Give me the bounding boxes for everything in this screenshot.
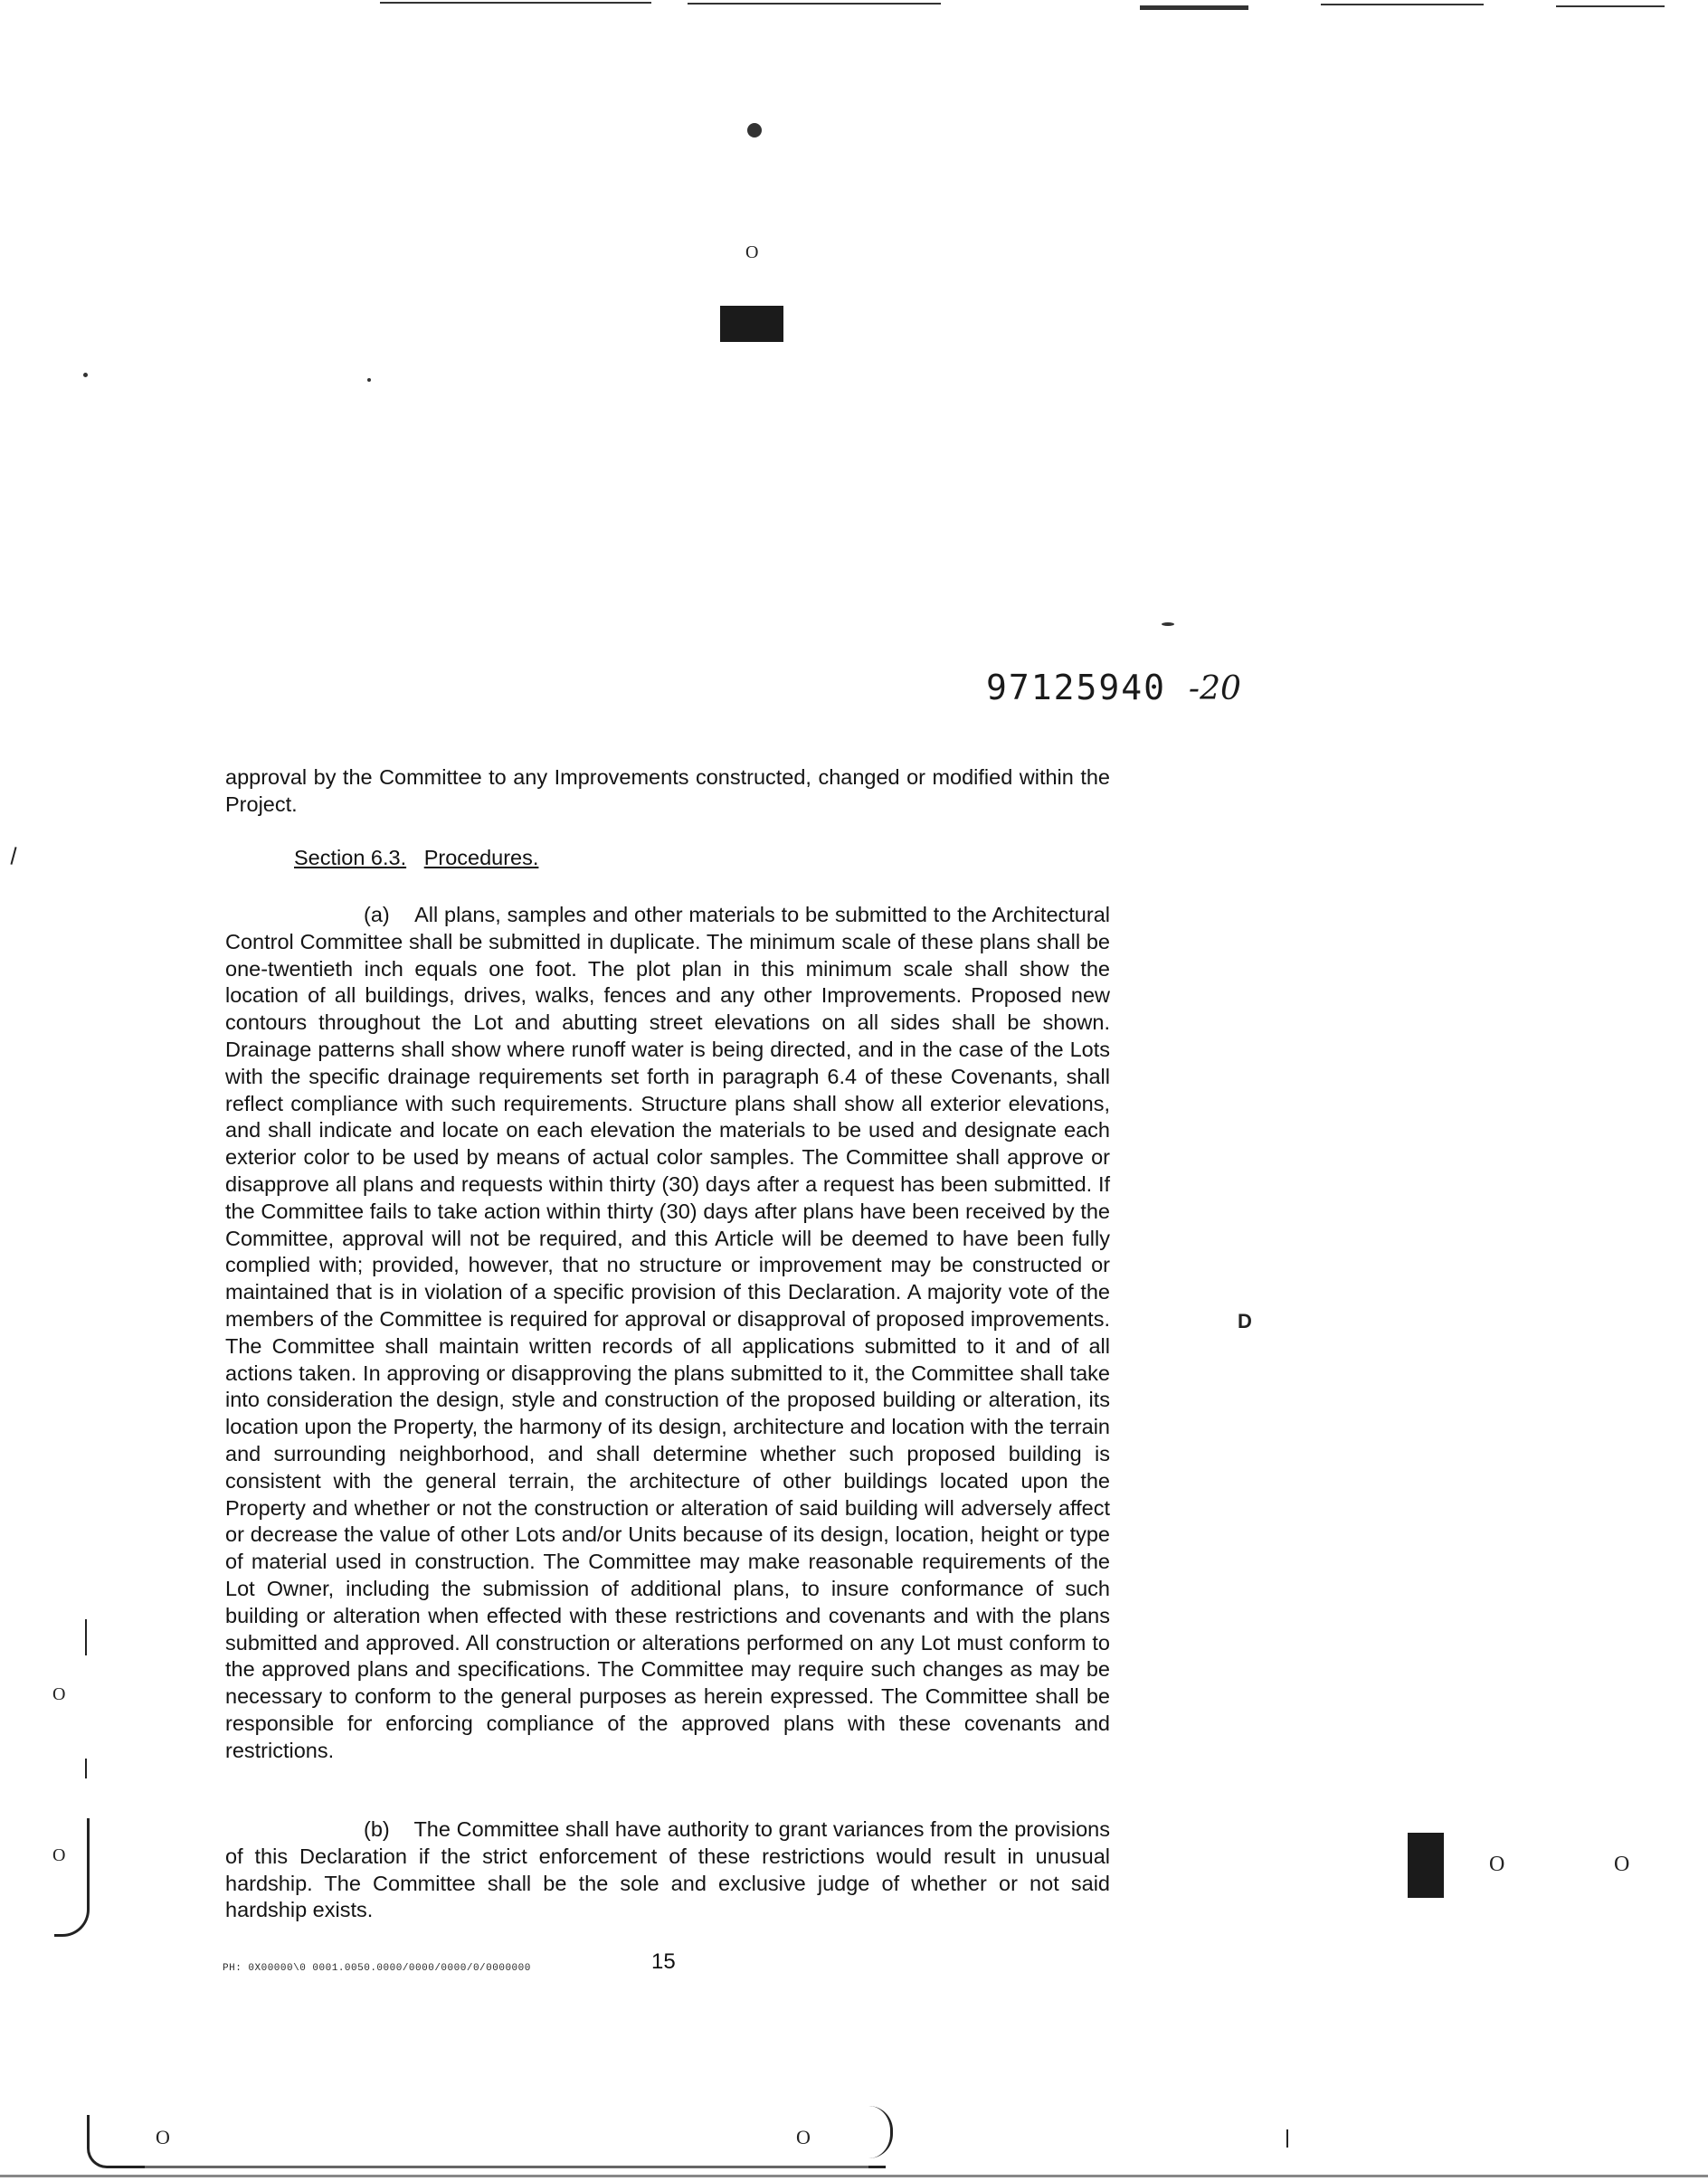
- page-number: 15: [651, 1949, 676, 1974]
- paragraph-b: (b) The Committee shall have authority to grant variances from the provisions of this Declaration if the strict enforcement of these restrictions would result in unusual hardship. The Committee shall be the sole and exclusive judge of whether or not said hardship exists.: [225, 1817, 1110, 1922]
- punch-hole-mark: O: [1614, 1853, 1630, 1876]
- scan-speck: [367, 378, 371, 382]
- margin-mark: [85, 1619, 87, 1655]
- punch-hole-mark: O: [52, 1845, 66, 1865]
- binder-tab-outline: [87, 2115, 886, 2168]
- punch-hole-mark: O: [156, 2126, 170, 2148]
- punch-hole-mark: O: [52, 1684, 66, 1704]
- section-label: Section 6.3.: [294, 846, 407, 869]
- scan-artifact-top: [1556, 5, 1665, 7]
- scan-artifact-top: [688, 3, 941, 5]
- punch-hole-mark: O: [745, 242, 759, 262]
- punch-hole-mark: O: [1489, 1853, 1505, 1876]
- binder-bracket: [54, 1818, 90, 1937]
- scan-artifact-top: [1140, 5, 1248, 10]
- paragraph-a: (a) All plans, samples and other materials to be submitted to the Architectural Control Committee shall be submitted in duplicate. The minimum scale of these plans shall be one-twentieth inch equals one foot. The plot plan in this minimum scale shall show the location of all buildings, drives, walks, fences and any other Improvements. Proposed new contours throughout the Lot and abutting street elevations on all sides shall be shown. Drainage patterns shall show where runoff water is being directed, and in the case of the Lots with the specific drainage requirements set forth in paragraph 6.4 of these Covenants, shall reflect compliance with such requirements. Structure plans shall show all exterior elevations, and shall indicate and locate on each elevation the materials to be used and designate each exterior color to be used by means of actual color samples. The Committee shall approve or disapprove all plans and requests within thirty (30) days after a request has been submitted. If the Committee fails to take action within thirty (30) days after plans have been received by the Committee, approval will not be required, and this Article will be deemed to have been fully complied with; provided, however, that no structure or improvement may be constructed or maintained that is in violation of a specific provision of this Declaration. A majority vote of the members of the Committee is required for approval or disapproval of proposed improvements. The Committee shall maintain written records of all applications submitted to it and of all actions taken. In approving or disapproving the plans submitted to it, the Committee shall take into consideration the design, style and construction of the proposed building or alteration, its location upon the Property, the harmony of its design, architecture and location with the terrain and surrounding neighborhood, and shall determine whether such proposed building is consistent with the general terrain, the architecture of other buildings located upon the Property and whether or not the construction or alteration of said building will adversely affect or decrease the value of other Lots and/or Units because of its design, location, height or type of material used in construction. The Committee may make reasonable requirements of the Lot Owner, including the submission of additional plans, to insure conformance of such building or alteration when effected with these restrictions and covenants and with the plans submitted and approved. All construction or alterations performed on any Lot must conform to the approved plans and specifications. The Committee may require such changes as may be necessary to conform to the general purposes as herein expressed. The Committee shall be responsible for enforcing compliance of the approved plans with these covenants and restrictions.: [225, 903, 1110, 1762]
- margin-mark: [1286, 2129, 1288, 2148]
- scan-speck: [83, 373, 88, 377]
- margin-mark: [10, 847, 16, 865]
- scan-artifact-bottom: [145, 2166, 868, 2168]
- scanner-blot: [1408, 1833, 1444, 1898]
- recording-number-stamp: [986, 668, 1241, 707]
- section-heading: [294, 846, 538, 870]
- binder-tab-outline: [868, 2106, 893, 2158]
- scan-artifact-bottom: [0, 2175, 1708, 2177]
- margin-mark: D: [1238, 1310, 1252, 1332]
- scan-artifact-top: [380, 2, 651, 4]
- margin-mark: [85, 1759, 87, 1778]
- scanner-blot: [720, 306, 783, 342]
- punch-hole-mark: O: [796, 2126, 811, 2148]
- punch-hole-mark: [747, 123, 762, 137]
- recording-number: 97125940: [986, 668, 1167, 707]
- section-title: Procedures.: [423, 846, 539, 869]
- footer-document-code: PH: 0X00000\0 0001.0050.0000/0000/0000/0/0000000: [223, 1963, 531, 1974]
- recording-number-suffix: -20: [1188, 670, 1241, 707]
- scan-artifact-top: [1321, 4, 1484, 5]
- intro-paragraph: approval by the Committee to any Improvements constructed, changed or modified within the Project.: [225, 765, 1110, 816]
- scan-speck: [1162, 622, 1174, 626]
